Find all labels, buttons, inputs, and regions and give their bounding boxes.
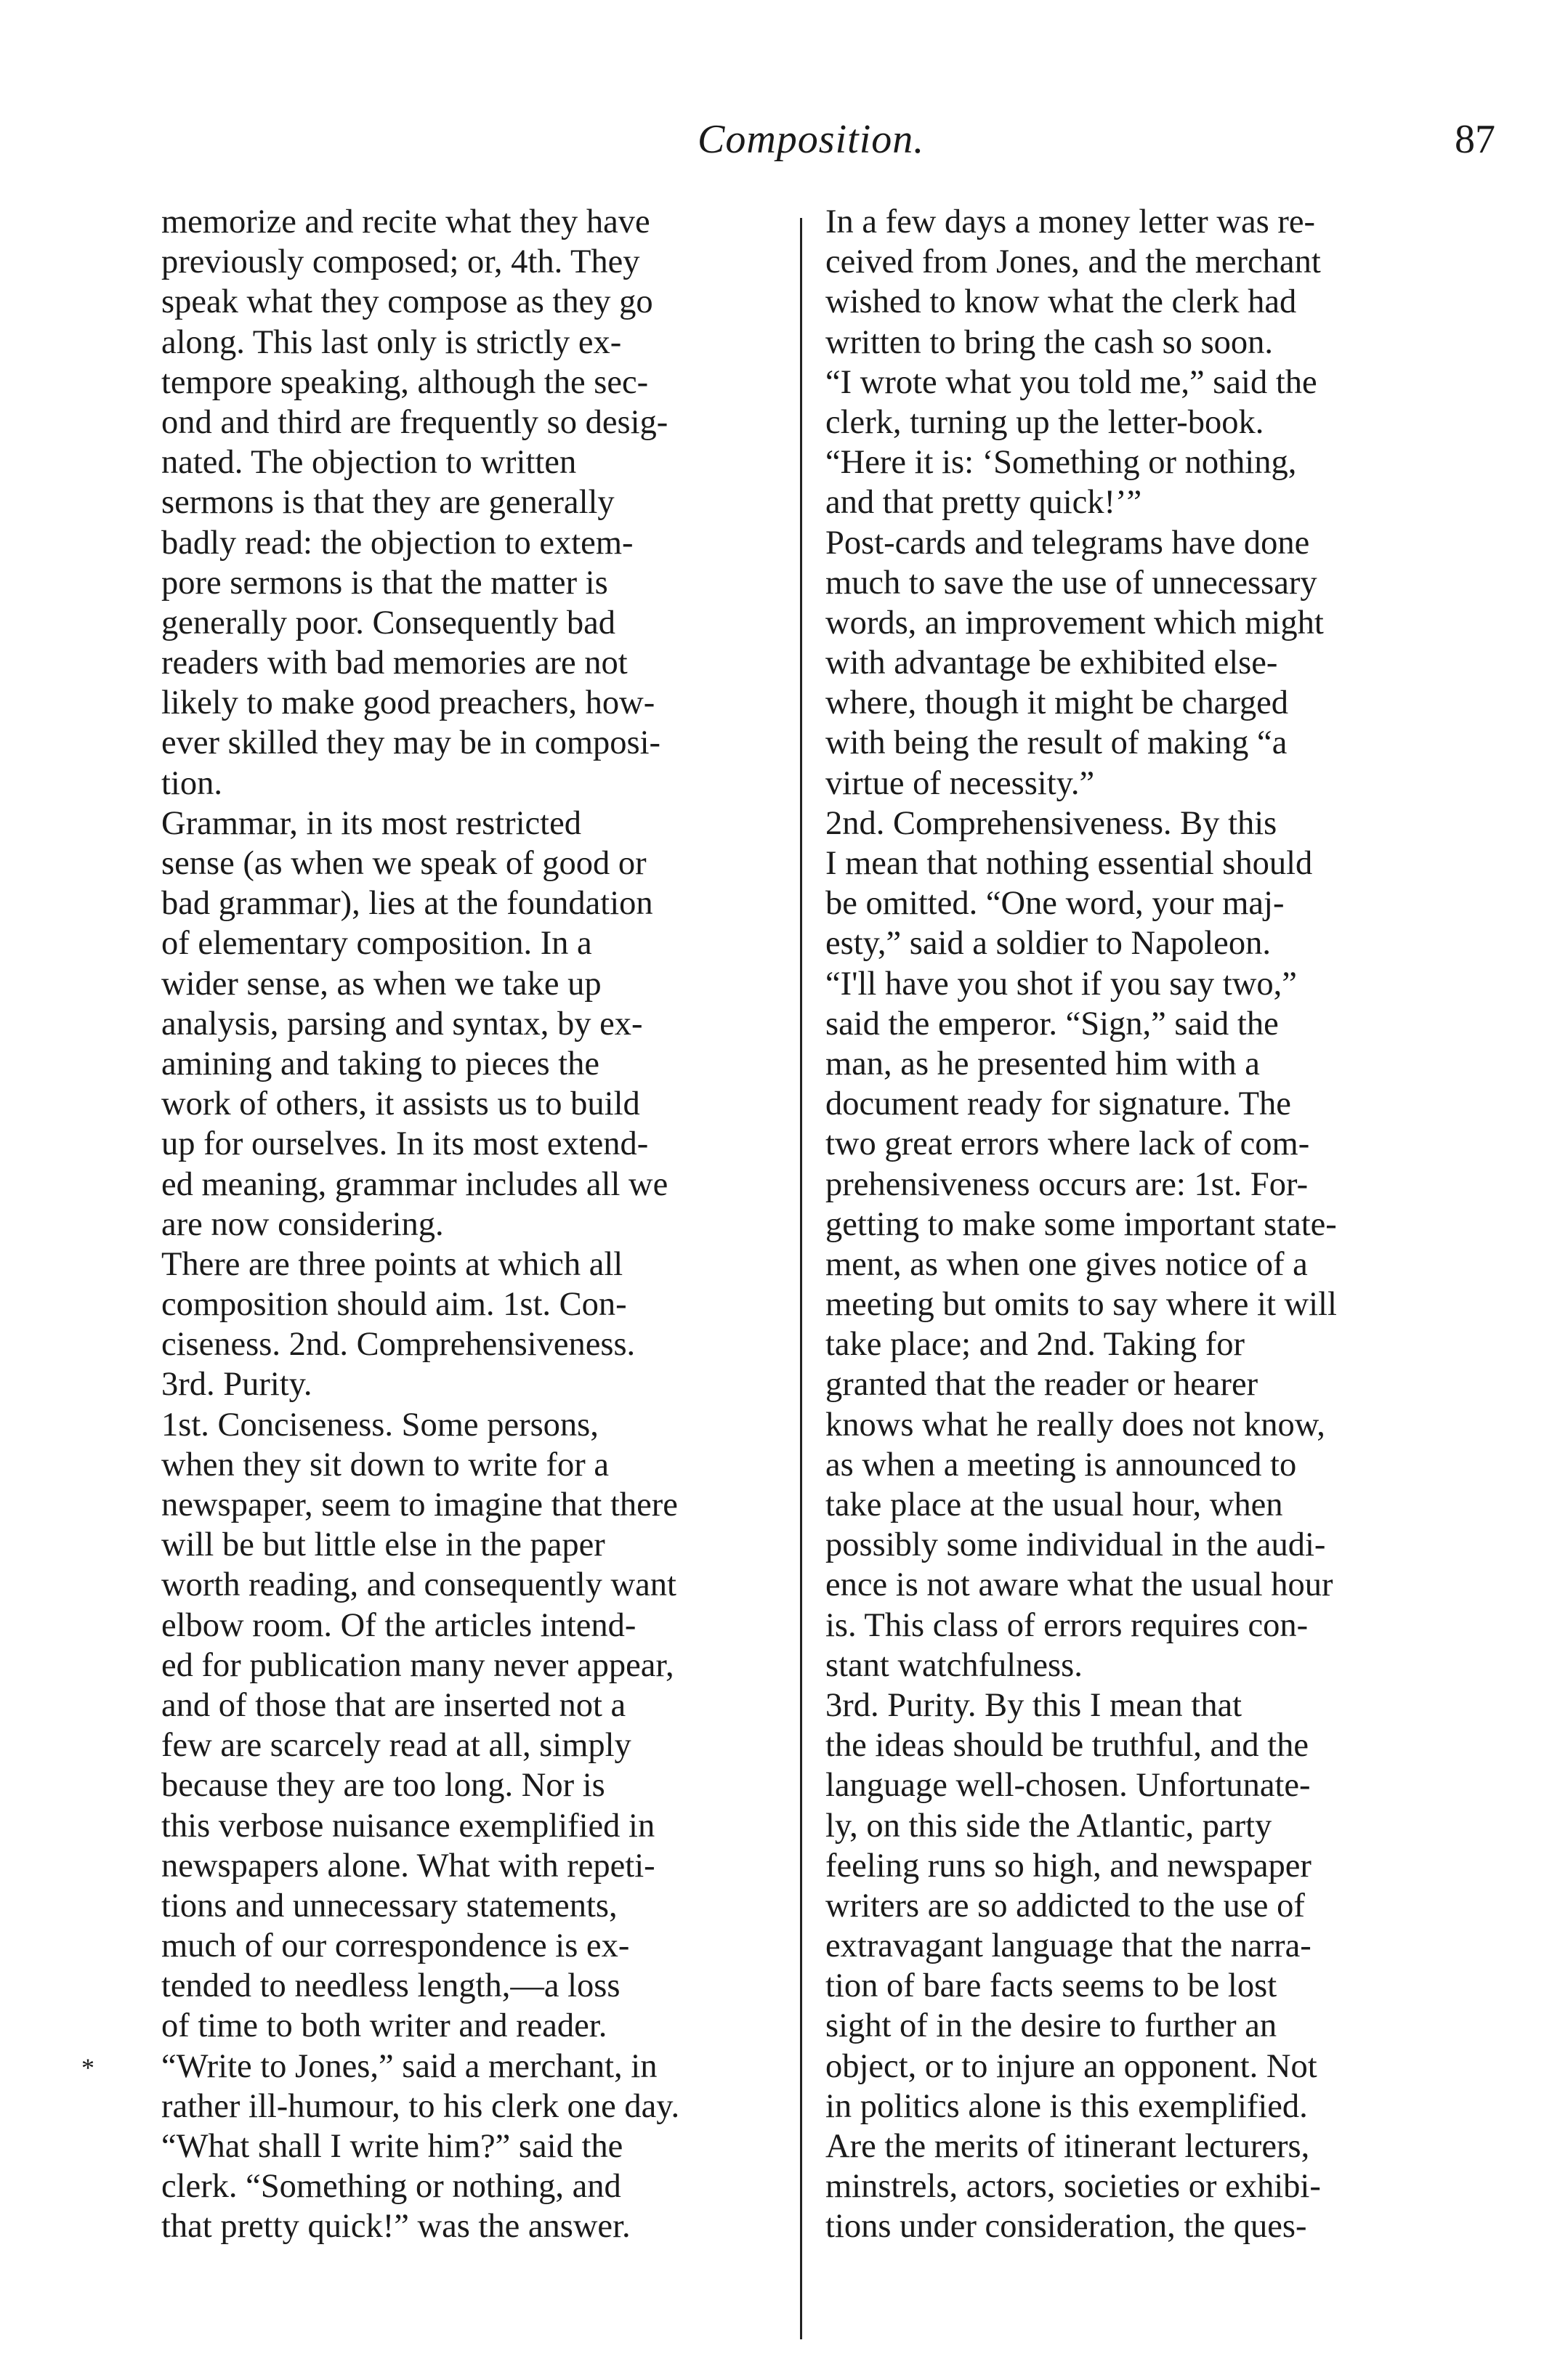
text-line: along. This last only is strictly ex- bbox=[161, 323, 622, 361]
text-line: virtue of necessity.” bbox=[825, 764, 1095, 802]
text-line: language well-chosen. Unfortunate- bbox=[825, 1767, 1311, 1805]
text-line: object, or to injure an opponent. Not bbox=[825, 2047, 1317, 2085]
text-line: words, an improvement which might bbox=[825, 604, 1324, 641]
text-line: 3rd. Purity. By this I mean that bbox=[825, 1686, 1242, 1724]
text-line: wider sense, as when we take up bbox=[161, 965, 602, 1003]
text-line: extravagant language that the narra- bbox=[825, 1927, 1312, 1965]
text-line: tions under consideration, the ques- bbox=[825, 2208, 1307, 2246]
text-line: Grammar, in its most restricted bbox=[161, 804, 581, 842]
text-line: Post-cards and telegrams have done bbox=[825, 524, 1310, 562]
text-line: prehensiveness occurs are: 1st. For- bbox=[825, 1165, 1309, 1203]
text-line: getting to make some important state- bbox=[825, 1205, 1337, 1243]
text-line: be omitted. “One word, your maj- bbox=[825, 885, 1285, 923]
right-text-column bbox=[825, 202, 1450, 2247]
text-line: of time to both writer and reader. bbox=[161, 2007, 607, 2045]
text-line: written to bring the cash so soon. bbox=[825, 323, 1274, 361]
text-line: when they sit down to write for a bbox=[161, 1446, 609, 1484]
text-line: take place; and 2nd. Taking for bbox=[825, 1326, 1245, 1364]
left-text-column bbox=[161, 202, 775, 2247]
text-line: minstrels, actors, societies or exhibi- bbox=[825, 2168, 1321, 2206]
text-line: meeting but omits to say where it will bbox=[825, 1286, 1337, 1324]
text-line: sermons is that they are generally bbox=[161, 484, 615, 522]
text-line: possibly some individual in the audi- bbox=[825, 1526, 1326, 1564]
text-line: said the emperor. “Sign,” said the bbox=[825, 1005, 1279, 1043]
text-line: ever skilled they may be in composi- bbox=[161, 724, 660, 762]
text-line: up for ourselves. In its most extend- bbox=[161, 1125, 649, 1163]
text-line: with advantage be exhibited else- bbox=[825, 644, 1278, 682]
text-line: bad grammar), lies at the foundation bbox=[161, 885, 653, 923]
text-line: knows what he really does not know, bbox=[825, 1406, 1325, 1444]
text-line: tion. bbox=[161, 764, 222, 802]
text-line: “Write to Jones,” said a merchant, in bbox=[161, 2047, 658, 2085]
text-line: of elementary composition. In a bbox=[161, 925, 592, 963]
text-line: tion of bare facts seems to be lost bbox=[825, 1967, 1277, 2005]
text-line: elbow room. Of the articles intend- bbox=[161, 1606, 637, 1644]
text-line: document ready for signature. The bbox=[825, 1085, 1291, 1123]
text-line: esty,” said a soldier to Napoleon. bbox=[825, 925, 1271, 963]
text-line: ly, on this side the Atlantic, party bbox=[825, 1807, 1272, 1845]
text-line: generally poor. Consequently bad bbox=[161, 604, 616, 641]
text-line: sight of in the desire to further an bbox=[825, 2007, 1277, 2045]
text-line: are now considering. bbox=[161, 1205, 444, 1243]
text-line: wished to know what the clerk had bbox=[825, 283, 1297, 321]
text-line: this verbose nuisance exemplified in bbox=[161, 1807, 655, 1845]
text-line: ed for publication many never appear, bbox=[161, 1646, 674, 1684]
margin-mark: * bbox=[81, 2053, 94, 2082]
text-line: few are scarcely read at all, simply bbox=[161, 1727, 631, 1765]
text-line: “What shall I write him?” said the bbox=[161, 2128, 623, 2165]
text-line: newspaper, seem to imagine that there bbox=[161, 1486, 678, 1523]
text-line: newspapers alone. What with repeti- bbox=[161, 1847, 655, 1885]
text-line: In a few days a money letter was re- bbox=[825, 203, 1315, 240]
text-line: in politics alone is this exemplified. bbox=[825, 2087, 1308, 2125]
text-line: pore sermons is that the matter is bbox=[161, 564, 608, 602]
text-line: that pretty quick!” was the answer. bbox=[161, 2208, 631, 2246]
text-line: likely to make good preachers, how- bbox=[161, 684, 655, 722]
text-line: the ideas should be truthful, and the bbox=[825, 1727, 1309, 1765]
text-line: composition should aim. 1st. Con- bbox=[161, 1286, 627, 1324]
text-line: man, as he presented him with a bbox=[825, 1045, 1260, 1082]
text-line: badly read: the objection to extem- bbox=[161, 524, 634, 562]
column-divider bbox=[800, 218, 802, 2339]
text-line: feeling runs so high, and newspaper bbox=[825, 1847, 1312, 1885]
text-line: nated. The objection to written bbox=[161, 444, 577, 482]
text-line: I mean that nothing essential should bbox=[825, 845, 1313, 882]
text-line: clerk, turning up the letter-book. bbox=[825, 403, 1264, 441]
text-line: sense (as when we speak of good or bbox=[161, 845, 647, 882]
text-line: ed meaning, grammar includes all we bbox=[161, 1165, 668, 1203]
text-line: ond and third are frequently so desig- bbox=[161, 403, 668, 441]
text-line: with being the result of making “a bbox=[825, 724, 1288, 762]
text-line: readers with bad memories are not bbox=[161, 644, 628, 682]
text-line: rather ill-humour, to his clerk one day. bbox=[161, 2087, 680, 2125]
text-line: granted that the reader or hearer bbox=[825, 1366, 1258, 1404]
text-line: “Here it is: ‘Something or nothing, bbox=[825, 444, 1297, 482]
text-line: analysis, parsing and syntax, by ex- bbox=[161, 1005, 643, 1043]
text-line: much to save the use of unnecessary bbox=[825, 564, 1317, 602]
text-line: take place at the usual hour, when bbox=[825, 1486, 1283, 1523]
text-line: Are the merits of itinerant lecturers, bbox=[825, 2128, 1310, 2165]
text-line: will be but little else in the paper bbox=[161, 1526, 605, 1564]
text-line: and of those that are inserted not a bbox=[161, 1686, 626, 1724]
text-line: two great errors where lack of com- bbox=[825, 1125, 1310, 1163]
text-line: 1st. Conciseness. Some persons, bbox=[161, 1406, 599, 1444]
text-line: ciseness. 2nd. Comprehensiveness. bbox=[161, 1326, 636, 1364]
text-line: is. This class of errors requires con- bbox=[825, 1606, 1309, 1644]
text-line: 3rd. Purity. bbox=[161, 1366, 312, 1404]
text-line: There are three points at which all bbox=[161, 1245, 623, 1283]
text-line: worth reading, and consequently want bbox=[161, 1566, 676, 1604]
text-line: previously composed; or, 4th. They bbox=[161, 243, 640, 281]
text-line: ment, as when one gives notice of a bbox=[825, 1245, 1308, 1283]
text-line: where, though it might be charged bbox=[825, 684, 1289, 722]
text-line: memorize and recite what they have bbox=[161, 203, 650, 240]
text-line: work of others, it assists us to build bbox=[161, 1085, 640, 1123]
text-line: 2nd. Comprehensiveness. By this bbox=[825, 804, 1277, 842]
text-line: and that pretty quick!’” bbox=[825, 484, 1142, 522]
text-line: speak what they compose as they go bbox=[161, 283, 653, 321]
text-line: tended to needless length,—a loss bbox=[161, 1967, 621, 2005]
text-line: tions and unnecessary statements, bbox=[161, 1887, 618, 1924]
text-line: amining and taking to pieces the bbox=[161, 1045, 600, 1082]
text-line: “I wrote what you told me,” said the bbox=[825, 363, 1317, 401]
text-line: stant watchfulness. bbox=[825, 1646, 1083, 1684]
text-line: as when a meeting is announced to bbox=[825, 1446, 1297, 1484]
page-number: 87 bbox=[1455, 117, 1495, 162]
text-line: writers are so addicted to the use of bbox=[825, 1887, 1305, 1924]
text-line: “I'll have you shot if you say two,” bbox=[825, 965, 1297, 1003]
text-line: ence is not aware what the usual hour bbox=[825, 1566, 1333, 1604]
text-line: much of our correspondence is ex- bbox=[161, 1927, 630, 1965]
text-line: clerk. “Something or nothing, and bbox=[161, 2168, 621, 2206]
text-line: because they are too long. Nor is bbox=[161, 1767, 605, 1805]
text-line: ceived from Jones, and the merchant bbox=[825, 243, 1321, 281]
running-head-title: Composition. bbox=[698, 117, 925, 162]
text-line: tempore speaking, although the sec- bbox=[161, 363, 649, 401]
